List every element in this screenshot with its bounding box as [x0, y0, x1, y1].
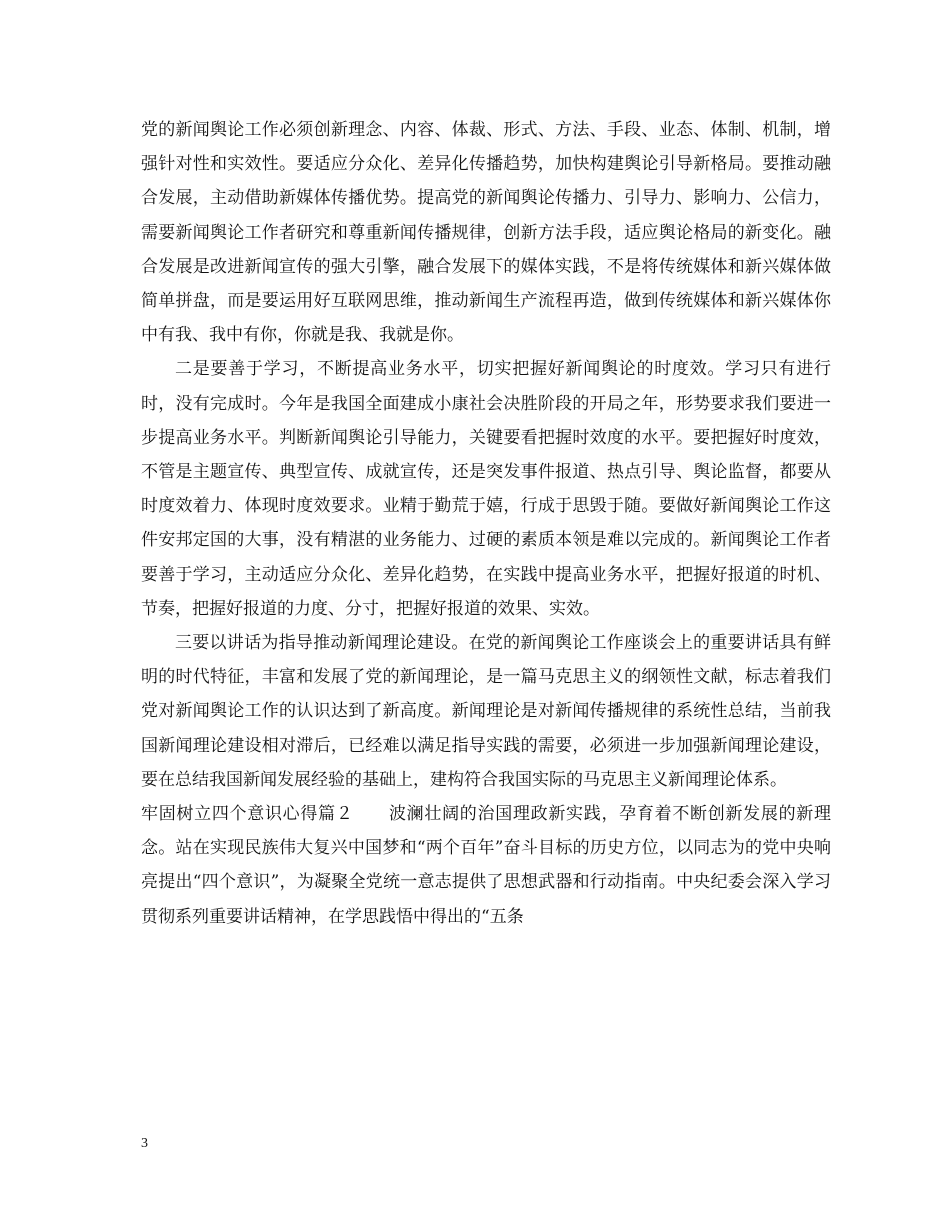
- paragraph-4: 牢固树立四个意识心得篇２ 波澜壮阔的治国理政新实践，孕育着不断创新发展的新理念。站在实现民族伟大复兴中国梦和“两个百年”奋斗目标的历史方位，以同志为的党中央响亮提出“四个意识”，为凝聚全党统一意志提供了思想武器和行动指南。中央纪委会深入学习贯彻系列重要讲话精神，在学思践悟中得出的“五条: [141, 804, 831, 927]
- page-number: 3: [141, 1136, 148, 1151]
- paragraph-1: 党的新闻舆论工作必须创新理念、内容、体裁、形式、方法、手段、业态、体制、机制，增强针对性和实效性。要适应分众化、差异化传播趋势，加快构建舆论引导新格局。要推动融合发展，主动借助新媒体传播优势。提高党的新闻舆论传播力、引导力、影响力、公信力，需要新闻舆论工作者研究和尊重新闻传播规律，创新方法手段，适应舆论格局的新变化。融合发展是改进新闻宣传的强大引擎，融合发展下的媒体实践，不是将传统媒体和新兴媒体做简单拼盘，而是要运用好互联网思维，推动新闻生产流程再造，做到传统媒体和新兴媒体你中有我、我中有你，你就是我、我就是你。: [141, 120, 831, 346]
- document-body: [141, 113, 831, 934]
- paragraph-3: 三要以讲话为指导推动新闻理论建设。在党的新闻舆论工作座谈会上的重要讲话具有鲜明的时代特征，丰富和发展了党的新闻理论，是一篇马克思主义的纲领性文献，标志着我们党对新闻舆论工作的认识达到了新高度。新闻理论是对新闻传播规律的系统性总结，当前我国新闻理论建设相对滞后，已经难以满足指导实践的需要，必须进一步加强新闻理论建设，要在总结我国新闻发展经验的基础上，建构符合我国实际的马克思主义新闻理论体系。: [141, 633, 831, 790]
- paragraph-2: 二是要善于学习，不断提高业务水平，切实把握好新闻舆论的时度效。学习只有进行时，没有完成时。今年是我国全面建成小康社会决胜阶段的开局之年，形势要求我们要进一步提高业务水平。判断新闻舆论引导能力，关键要看把握时效度的水平。要把握好时度效，不管是主题宣传、典型宣传、成就宣传，还是突发事件报道、热点引导、舆论监督，都要从时度效着力、体现时度效要求。业精于勤荒于嬉，行成于思毁于随。要做好新闻舆论工作这件安邦定国的大事，没有精湛的业务能力、过硬的素质本领是难以完成的。新闻舆论工作者要善于学习，主动适应分众化、差异化趋势，在实践中提高业务水平，把握好报道的时机、节奏，把握好报道的力度、分寸，把握好报道的效果、实效。: [141, 359, 831, 619]
